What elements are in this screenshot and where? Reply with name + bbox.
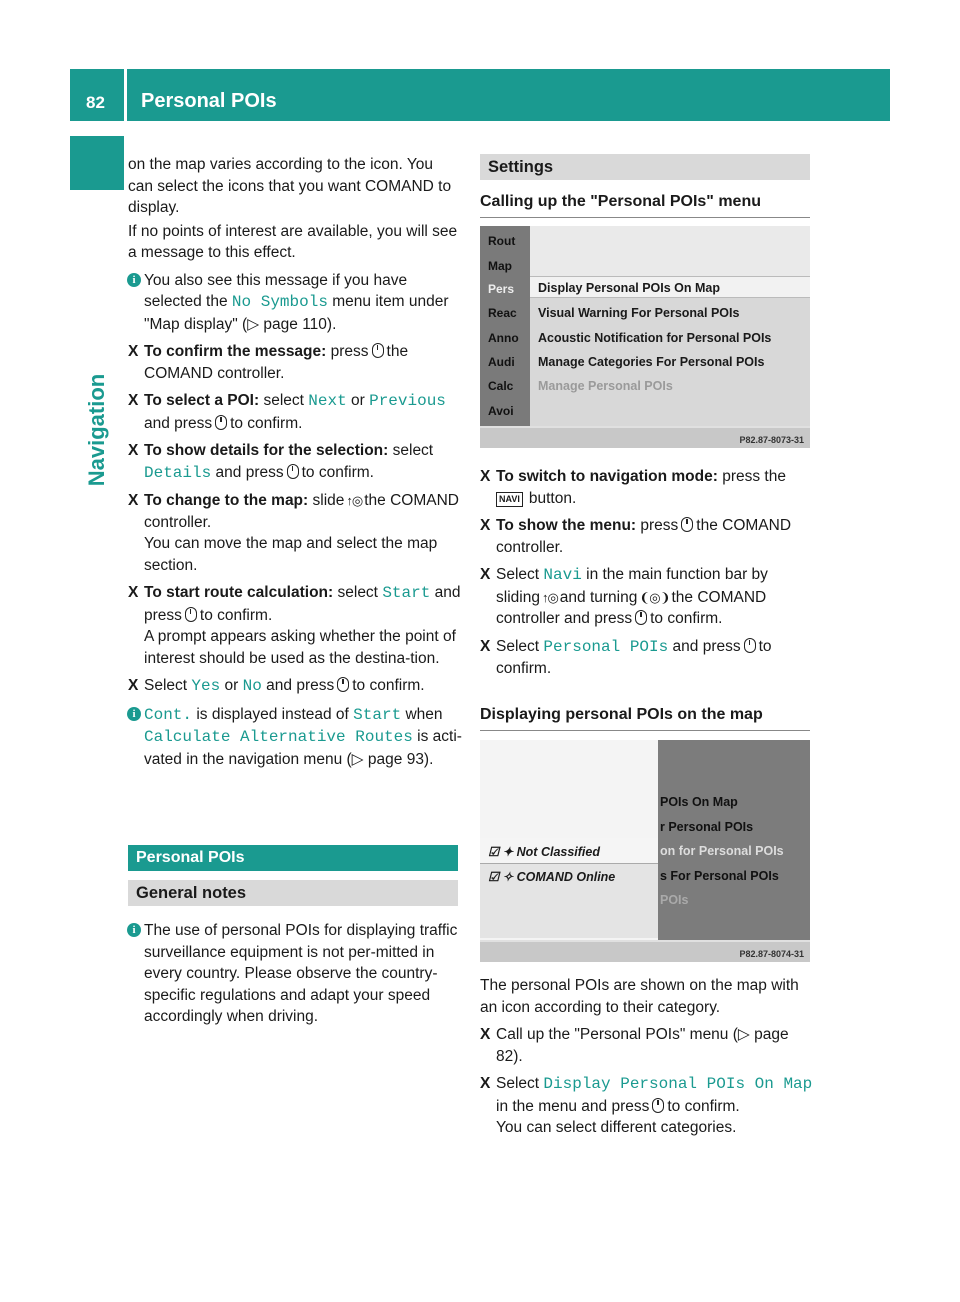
instruction-step: X To show the menu: press the COMAND controller. <box>480 517 792 556</box>
step-marker-icon: X <box>480 637 491 655</box>
step-marker-icon: X <box>480 566 491 583</box>
controller-press-icon <box>287 464 299 479</box>
step-marker-icon: X <box>128 584 139 601</box>
step-marker-icon: X <box>128 343 139 360</box>
section-heading-settings: Settings <box>480 154 810 180</box>
controller-press-icon <box>215 415 227 430</box>
step-marker-icon: X <box>480 517 491 534</box>
side-tab-marker <box>70 136 124 190</box>
menu-item: POIs On Map <box>660 795 738 809</box>
menu-item-disabled: POIs <box>660 893 689 907</box>
info-note: i Cont. is displayed instead of Start when Calculate Alternative Routes is acti-vated in the navigation menu (▷ page 93). <box>128 704 462 771</box>
header-divider <box>124 69 127 121</box>
category-item-comand-online[interactable]: ☑ ✧ COMAND Online <box>488 870 616 884</box>
screenshot-personal-pois-menu <box>480 226 810 448</box>
side-tab-label: Navigation <box>84 373 109 487</box>
page-ref-arrow-icon: ▷ <box>351 750 368 768</box>
info-icon: i <box>127 707 141 721</box>
instruction-step: X To start route calculation: select Start and press to confirm. A prompt appears asking whether the point of interest should be used as the destina-tion. <box>128 584 461 667</box>
right-steps-1 <box>480 460 814 680</box>
instruction-step: X To confirm the message: press the COMAND controller. <box>128 343 409 382</box>
instruction-step: X Select Display Personal POIs On Map in the menu and press to confirm. You can select different categories. <box>480 1075 813 1136</box>
step-marker-icon: X <box>128 392 139 409</box>
menu-item: s For Personal POIs <box>660 869 779 883</box>
instruction-step: X To select a POI: select Next or Previous and press to confirm. <box>128 392 446 432</box>
page-ref-arrow-icon: ▷ <box>247 315 264 333</box>
controller-press-icon <box>337 677 349 692</box>
info-icon: i <box>127 273 141 287</box>
sidebar-item: Audi <box>488 355 515 369</box>
figure-caption: P82.87-8074-31 <box>739 949 804 959</box>
menu-item: r Personal POIs <box>660 820 754 834</box>
menu-list <box>530 276 810 426</box>
controller-press-icon <box>372 343 384 358</box>
sidebar-item-selected: Pers <box>488 282 515 296</box>
controller-press-icon <box>681 517 693 532</box>
instruction-step: X To switch to navigation mode: press the NAVI button. <box>480 468 786 507</box>
chapter-title: Personal POIs <box>141 90 277 112</box>
step-marker-icon: X <box>480 1026 491 1043</box>
step-marker-icon: X <box>128 677 139 694</box>
instruction-step: X Call up the "Personal POIs" menu (▷ page 82). <box>480 1026 789 1065</box>
sidebar-item: Rout <box>488 234 516 248</box>
menu-item[interactable]: Acoustic Notification for Personal POIs <box>538 331 772 345</box>
instruction-step: X Select Navi in the main function bar by sliding ↑◎ and turning ❨◎❩ the COMAND controller and press to confirm. <box>480 566 768 627</box>
section-heading-personal-pois: Personal POIs <box>128 845 458 871</box>
menu-background <box>658 740 810 940</box>
info-note: i The use of personal POIs for displaying traffic surveillance equipment is not per-mitted in every country. Please observe the country-specific regulations and adapt your speed accordingly when driving. <box>128 920 462 1028</box>
instruction-step: X Select Yes or No and press to confirm. <box>128 677 425 695</box>
left-column <box>128 154 462 770</box>
controller-press-icon <box>744 638 756 653</box>
controller-press-icon <box>635 610 647 625</box>
right-body-2 <box>480 975 814 1139</box>
category-item-not-classified[interactable]: ☑ ✦ Not Classified <box>488 845 600 859</box>
function-sidebar <box>480 226 530 426</box>
figure-caption: P82.87-8073-31 <box>739 435 804 445</box>
page-ref-arrow-icon: ▷ <box>737 1026 755 1043</box>
paragraph: If no points of interest are available, you will see a message to this effect. <box>128 222 458 261</box>
sidebar-item: Anno <box>488 331 519 345</box>
instruction-step: X To change to the map: slide ↑◎ the COMAND controller. You can move the map and select the map section. <box>128 492 459 574</box>
controller-press-icon <box>652 1098 664 1113</box>
controller-press-icon <box>185 607 197 622</box>
paragraph: on the map varies according to the icon. You can select the icons that you want COMAND to display. <box>128 156 452 216</box>
page-number: 82 <box>86 93 105 112</box>
step-marker-icon: X <box>128 442 139 459</box>
sidebar-item: Map <box>488 259 512 273</box>
menu-item-disabled: Manage Personal POIs <box>538 379 673 393</box>
instruction-step: X Select Personal POIs and press to confirm. <box>480 637 772 677</box>
general-notes-body <box>128 914 462 1028</box>
screenshot-poi-categories <box>480 740 810 962</box>
subheading-displaying-pois: Displaying personal POIs on the map <box>480 706 810 731</box>
section-heading-general-notes: General notes <box>128 880 458 906</box>
paragraph: The personal POIs are shown on the map with an icon according to their category. <box>480 977 799 1016</box>
checkbox-icon: ☑ ✧ <box>488 870 517 884</box>
controller-turn-icon: ❨◎❩ <box>639 589 670 605</box>
sidebar-item: Calc <box>488 379 514 393</box>
info-icon: i <box>127 923 141 937</box>
menu-header-area <box>530 226 810 276</box>
step-marker-icon: X <box>480 1075 491 1092</box>
sidebar-item: Avoi <box>488 404 514 418</box>
controller-slide-icon: ↑◎ <box>346 493 363 508</box>
menu-item[interactable]: Display Personal POIs On Map <box>538 281 721 295</box>
menu-item[interactable]: Manage Categories For Personal POIs <box>538 355 765 369</box>
sidebar-item: Reac <box>488 306 517 320</box>
step-marker-icon: X <box>480 468 491 485</box>
menu-item[interactable]: Visual Warning For Personal POIs <box>538 306 740 320</box>
menu-item: on for Personal POIs <box>660 844 784 858</box>
controller-slide-icon: ↑◎ <box>541 589 558 605</box>
checkbox-icon: ☑ ✦ <box>488 845 517 859</box>
subheading-calling-up-menu: Calling up the "Personal POIs" menu <box>480 193 810 218</box>
instruction-step: X To show details for the selection: select Details and press to confirm. <box>128 442 434 482</box>
menu-item-code: No Symbols <box>231 293 328 311</box>
navi-button-icon: NAVI <box>496 492 523 507</box>
step-marker-icon: X <box>128 492 139 509</box>
info-note: i You also see this message if you have selected the No Symbols menu item under "Map display" (▷ page 110). <box>128 270 462 336</box>
